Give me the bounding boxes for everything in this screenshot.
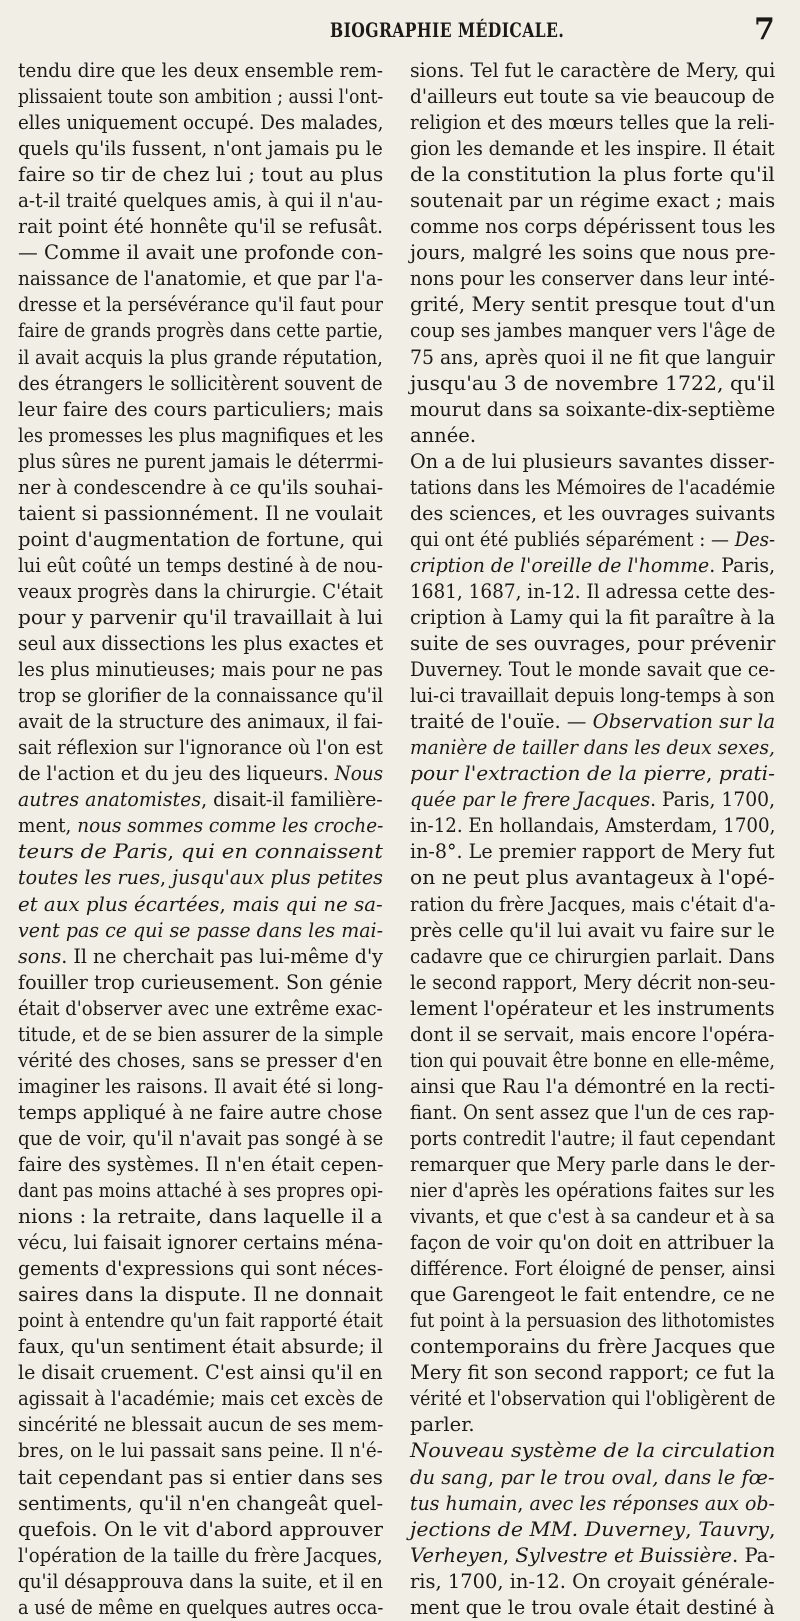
text-line: jections de MM. Duverney, Tauvry, [410, 1517, 776, 1541]
text-line: tations dans les Mémoires de l'académie [410, 475, 776, 499]
text-line: les promesses les plus magnifiques et les [18, 423, 384, 447]
text-line: de l'action et du jeu des liqueurs. Nous [18, 762, 384, 786]
text-line: suite de ses ouvrages, pour prévenir [410, 632, 776, 656]
text-line: quée par le frere Jacques. Paris, 1700, [410, 788, 776, 812]
text-line: fiant. On sent assez que l'un de ces rap- [410, 1100, 775, 1124]
text-line: naissance de l'anatomie, et que par l'a- [18, 267, 383, 291]
text-line: cription à Lamy qui la fit paraître à la [410, 605, 776, 629]
text-line: gements d'expressions qui sont néces- [18, 1257, 384, 1281]
text-line: comme nos corps dépérissent tous les [410, 215, 776, 239]
text-line: ration du frère Jacques, mais c'était d'a- [410, 892, 776, 916]
text-line: trop se glorifier de la connaissance qu'il [18, 684, 384, 708]
text-line: vent pas ce qui se passe dans les mai- [18, 918, 384, 942]
text-line: 75 ans, après quoi il ne fit que languir [410, 345, 775, 369]
text-line: du sang, par le trou oval, dans le fœ- [410, 1465, 775, 1489]
text-line: mourut dans sa soixante-dix-septième [410, 397, 776, 421]
text-line: tus humain, avec les réponses aux ob- [410, 1491, 775, 1515]
text-line: coup ses jambes manquer vers l'âge de [410, 319, 776, 343]
text-line: lui-ci travaillait depuis long-temps à son [410, 684, 775, 708]
text-line: tendu dire que les deux ensemble rem- [18, 59, 384, 82]
text-line: l'opération de la taille du frère Jacques, [18, 1543, 383, 1567]
text-line: temps appliqué à ne faire autre chose [18, 1100, 383, 1124]
text-line: — Comme il avait une profonde con- [18, 241, 384, 265]
text-line: faire de grands progrès dans cette partie, [18, 319, 384, 343]
text-line: sait réflexion sur l'ignorance où l'on est [18, 736, 383, 760]
text-line: manière de tailler dans les deux sexes, [410, 736, 775, 760]
text-line: teurs de Paris, qui en connaissent [18, 840, 383, 864]
text-line: dant pas moins attaché à ses propres opi- [18, 1179, 384, 1203]
text-line: était d'observer avec une extrême exac- [18, 996, 383, 1020]
text-line: jusqu'au 3 de novembre 1722, qu'il [410, 371, 776, 395]
text-line: Verheyen, Sylvestre et Buissière. Pa- [410, 1543, 776, 1567]
page-number: 7 [754, 12, 775, 47]
text-line: faire des systèmes. Il n'en était cepen- [18, 1152, 384, 1176]
right-column [410, 58, 775, 1621]
text-line: 1681, 1687, in-12. Il adressa cette des- [410, 579, 776, 603]
text-line: nons pour les conserver dans leur inté- [410, 267, 776, 291]
text-line: avait de la structure des animaux, il fai- [18, 710, 383, 734]
text-line: vérité des choses, sans se presser d'en [18, 1048, 383, 1072]
text-line: le disait cruement. C'est ainsi qu'il en [18, 1361, 383, 1385]
text-line: soutenait par un régime exact ; mais [410, 189, 776, 213]
text-line: in-12. En hollandais, Amsterdam, 1700, [410, 814, 776, 838]
text-line: les plus minutieuses; mais pour ne pas [18, 658, 384, 682]
text-line: de la constitution la plus forte qu'il [410, 163, 775, 187]
text-line: saires dans la dispute. Il ne donnait [18, 1283, 383, 1307]
text-line: et aux plus écartées, mais qui ne sa- [18, 892, 383, 916]
text-line: elles uniquement occupé. Des malades, [18, 111, 384, 135]
text-line: point à entendre qu'un fait rapporté était [18, 1309, 383, 1333]
text-line: imaginer les raisons. Il avait été si long- [18, 1074, 384, 1098]
text-line: dresse et la persévérance qu'il faut pour [18, 293, 383, 317]
text-line: sincérité ne blessait aucun de ses mem- [18, 1413, 384, 1437]
text-line: Mery fit son second rapport; ce fut la [410, 1361, 775, 1385]
text-line: des étrangers le sollicitèrent souvent de [18, 371, 383, 395]
text-line: tait cependant pas si entier dans ses [18, 1465, 383, 1489]
text-line: ainsi que Rau l'a démontré en la recti- [410, 1074, 776, 1098]
text-line: qui ont été publiés séparément : — Des- [410, 527, 776, 551]
text-line: Duverney. Tout le monde savait que ce- [410, 658, 776, 682]
text-line: cadavre que ce chirurgien parlait. Dans [410, 944, 775, 968]
text-line: rait point été honnête qu'il se refusât. [18, 215, 384, 239]
text-line: in-8°. Le premier rapport de Mery fut [410, 840, 775, 864]
text-line: des sciences, et les ouvrages suivants [410, 501, 776, 525]
text-line: gion les demande et les inspire. Il était [410, 137, 775, 161]
text-line: toutes les rues, jusqu'aux plus petites [18, 866, 383, 890]
text-line: cription de l'oreille de l'homme. Paris, [410, 553, 776, 577]
text-line: plus sûres ne purent jamais le déterrmi- [18, 449, 384, 473]
text-line: remarquer que Mery parle dans le der- [410, 1152, 776, 1176]
text-line: faire so tir de chez lui ; tout au plus [18, 163, 384, 187]
text-line: le second rapport, Mery décrit non-seu- [410, 970, 776, 994]
text-line: pour l'extraction de la pierre, prati- [410, 762, 775, 786]
text-line: nier d'après les opérations faites sur les [410, 1179, 775, 1203]
text-line: seul aux dissections les plus exactes et [18, 632, 384, 656]
text-line: religion et des mœurs telles que la reli- [410, 111, 775, 135]
text-line: ris, 1700, in-12. On croyait générale- [410, 1569, 775, 1593]
text-line: point d'augmentation de fortune, qui [18, 527, 383, 551]
text-line: bres, on le lui passait sans peine. Il n'é- [18, 1439, 383, 1463]
text-line: année. [410, 423, 477, 447]
text-line: ner à condescendre à ce qu'ils souhai- [18, 475, 384, 499]
text-line: ports contredit l'autre; il faut cependant [410, 1126, 776, 1150]
text-line: fut point à la persuasion des lithotomistes [410, 1309, 775, 1333]
text-line: faux, qu'un sentiment était absurde; il [18, 1335, 383, 1359]
text-line: quefois. On le vit d'abord approuver [18, 1517, 384, 1541]
text-line: ment que le trou ovale était destiné à [410, 1595, 775, 1619]
text-line: ment, nous sommes comme les croche- [18, 814, 384, 838]
text-line: lement l'opérateur et les instruments [410, 996, 775, 1020]
text-line: fouiller trop curieusement. Son génie [18, 970, 383, 994]
text-line: autres anatomistes, disait-il familière- [18, 788, 383, 812]
text-line: tion qui pouvait être bonne en elle-même, [410, 1048, 775, 1072]
text-line: vivants, et que c'est à sa candeur et à sa [410, 1205, 775, 1229]
text-line: nions : la retraite, dans laquelle il a [18, 1205, 383, 1229]
text-line: grité, Mery sentit presque tout d'un [410, 293, 776, 317]
running-head [0, 8, 800, 48]
text-line: qu'il désapprouva dans la suite, et il en [18, 1569, 384, 1593]
text-line: a-t-il traité quelques amis, à qui il n'au- [18, 189, 383, 213]
text-line: pour y parvenir qu'il travaillait à lui [18, 605, 383, 629]
text-line: vécu, lui faisait ignorer certains ména- [18, 1231, 384, 1255]
text-line: a usé de même en quelques autres occa- [18, 1595, 384, 1619]
text-line: agissait à l'académie; mais cet excès de [18, 1387, 384, 1411]
text-line: plissaient toute son ambition ; aussi l'ont- [18, 85, 384, 109]
text-line: veaux progrès dans la chirurgie. C'était [18, 579, 383, 603]
text-line: façon de voir qu'on doit en attribuer la [410, 1231, 775, 1255]
text-line: parler. [410, 1413, 475, 1437]
text-line: que de voir, qu'il n'avait pas songé à se [18, 1126, 384, 1150]
text-line: titude, et de se bien assurer de la simple [18, 1022, 384, 1046]
text-line: jours, malgré les soins que nous pre- [410, 241, 776, 265]
text-line: traité de l'ouïe. — Observation sur la [410, 710, 776, 734]
text-line: lui eût coûté un temps destiné à de nou- [18, 553, 383, 577]
text-line: contemporains du frère Jacques que [410, 1335, 776, 1359]
text-line: près celle qu'il lui avait vu faire sur le [410, 918, 775, 942]
text-line: dont il se servait, mais encore l'opéra- [410, 1022, 775, 1046]
text-line: sentiments, qu'il n'en changeât quel- [18, 1491, 384, 1515]
text-line: différence. Fort éloigné de penser, ainsi [410, 1257, 776, 1281]
running-title: BIOGRAPHIE MÉDICALE. [330, 18, 565, 42]
text-line: quels qu'ils fussent, n'ont jamais pu le [18, 137, 383, 161]
text-line: que Garengeot le fait entendre, ce ne [410, 1283, 775, 1307]
text-line: Nouveau système de la circulation [410, 1439, 776, 1463]
text-line: il avait acquis la plus grande réputation, [18, 345, 383, 369]
text-line: On a de lui plusieurs savantes disser- [410, 449, 775, 473]
text-line: sions. Tel fut le caractère de Mery, qui [410, 59, 776, 82]
text-line: on ne peut plus avantageux à l'opé- [410, 866, 775, 890]
left-column [18, 58, 383, 1621]
text-line: vérité et l'observation qui l'obligèrent de [410, 1387, 776, 1411]
text-line: taient si passionnément. Il ne voulait [18, 501, 383, 525]
text-line: d'ailleurs eut toute sa vie beaucoup de [410, 85, 775, 109]
text-line: leur faire des cours particuliers; mais [18, 397, 384, 421]
text-line: sons. Il ne cherchait pas lui-même d'y [18, 944, 383, 968]
